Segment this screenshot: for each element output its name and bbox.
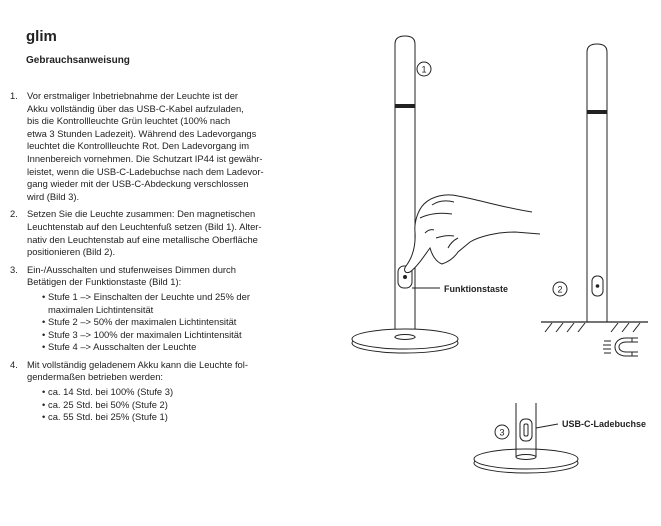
step-number: 3. — [10, 263, 18, 275]
bullet-dot: • — [42, 316, 46, 328]
bullet-dot: • — [42, 411, 46, 423]
funktionstaste-label: Funktionstaste — [444, 284, 509, 294]
step-text-line: Mit vollständig geladenem Akku kann die Leuchte fol- — [27, 358, 248, 370]
step-text-line: Leuchtenstab auf den Leuchtenfuß setzen (Bild 1). Alter- — [27, 220, 262, 232]
bullet-dot: • — [42, 290, 46, 302]
bullet-text: ca. 14 Std. bei 100% (Stufe 3) — [48, 386, 174, 398]
magnet-icon — [603, 338, 638, 356]
step-text-line: nativ den Leuchtenstab auf eine metallische Oberfläche — [27, 233, 258, 245]
step-text-line: Vor erstmaliger Inbetriebnahme der Leuchte ist der — [27, 90, 239, 101]
figure-3-number-badge — [495, 425, 509, 439]
step-text-line: positionieren (Bild 2). — [27, 246, 116, 258]
step-text-line: Innenbereich vornehmen. Die Schutzart IP44 ist gewähr- — [27, 152, 263, 164]
bullet-text: Stufe 1 –> Einschalten der Leuchte und 25% der — [48, 290, 250, 302]
bullet-text: Stufe 3 –> 100% der maximalen Lichtintensität — [48, 328, 242, 340]
svg-text:3: 3 — [499, 427, 505, 438]
step-number: 1. — [10, 90, 18, 101]
step-text-line: etwa 3 Stunden Ladezeit). Während des Ladevorgangs — [27, 127, 257, 139]
bullet-dot: • — [42, 398, 46, 410]
bullet-dot: • — [42, 341, 46, 353]
usb-c-port-label: USB-C-Ladebuchse — [562, 419, 647, 429]
svg-text:2: 2 — [557, 284, 563, 295]
doc-subtitle: Gebrauchsanweisung — [26, 55, 130, 66]
figure-1-lamp-on-base — [352, 36, 540, 353]
svg-text:1: 1 — [421, 64, 427, 75]
figure-2-number-badge — [553, 282, 567, 296]
step-number: 2. — [10, 208, 18, 220]
step-text-line: Setzen Sie die Leuchte zusammen: Den magnetischen — [27, 208, 256, 220]
bullet-text: Stufe 2 –> 50% der maximalen Lichtintensität — [48, 316, 237, 328]
bullet-dot: • — [42, 328, 46, 340]
bullet-text: maximalen Lichtintensität — [48, 303, 154, 315]
bullet-text: ca. 25 Std. bei 50% (Stufe 2) — [48, 398, 168, 410]
step-text-line: bis die Kontrollleuchte Grün leuchtet (100% nach — [27, 115, 231, 127]
bullet-text: ca. 55 Std. bei 25% (Stufe 1) — [48, 411, 168, 423]
step-text-line: Ein-/Ausschalten und stufenweises Dimmen durch — [27, 263, 236, 275]
step-text-line: gang wieder mit der USB-C-Abdeckung verschlossen — [27, 178, 249, 190]
figure-1-number-badge — [417, 62, 431, 76]
figure-3-usb-port-detail — [474, 403, 578, 473]
bullet-text: Stufe 4 –> Ausschalten der Leuchte — [48, 341, 197, 353]
step-text-line: leuchtet die Kontrollleuchte Rot. Den Ladevorgang im — [27, 140, 250, 152]
doc-title: glim — [26, 28, 57, 45]
step-text-line: Akku vollständig über das USB-C-Kabel aufzuladen, — [27, 102, 244, 114]
step-number: 4. — [10, 358, 18, 370]
bullet-dot: • — [42, 386, 46, 398]
step-text-line: gendermaßen betrieben werden: — [27, 371, 164, 383]
step-text-line: Betätigen der Funktionstaste (Bild 1): — [27, 276, 182, 288]
step-text-line: leistet, wenn die USB-C-Ladebuchse nach dem Ladevor- — [27, 165, 264, 177]
step-text-line: wird (Bild 3). — [27, 190, 80, 202]
